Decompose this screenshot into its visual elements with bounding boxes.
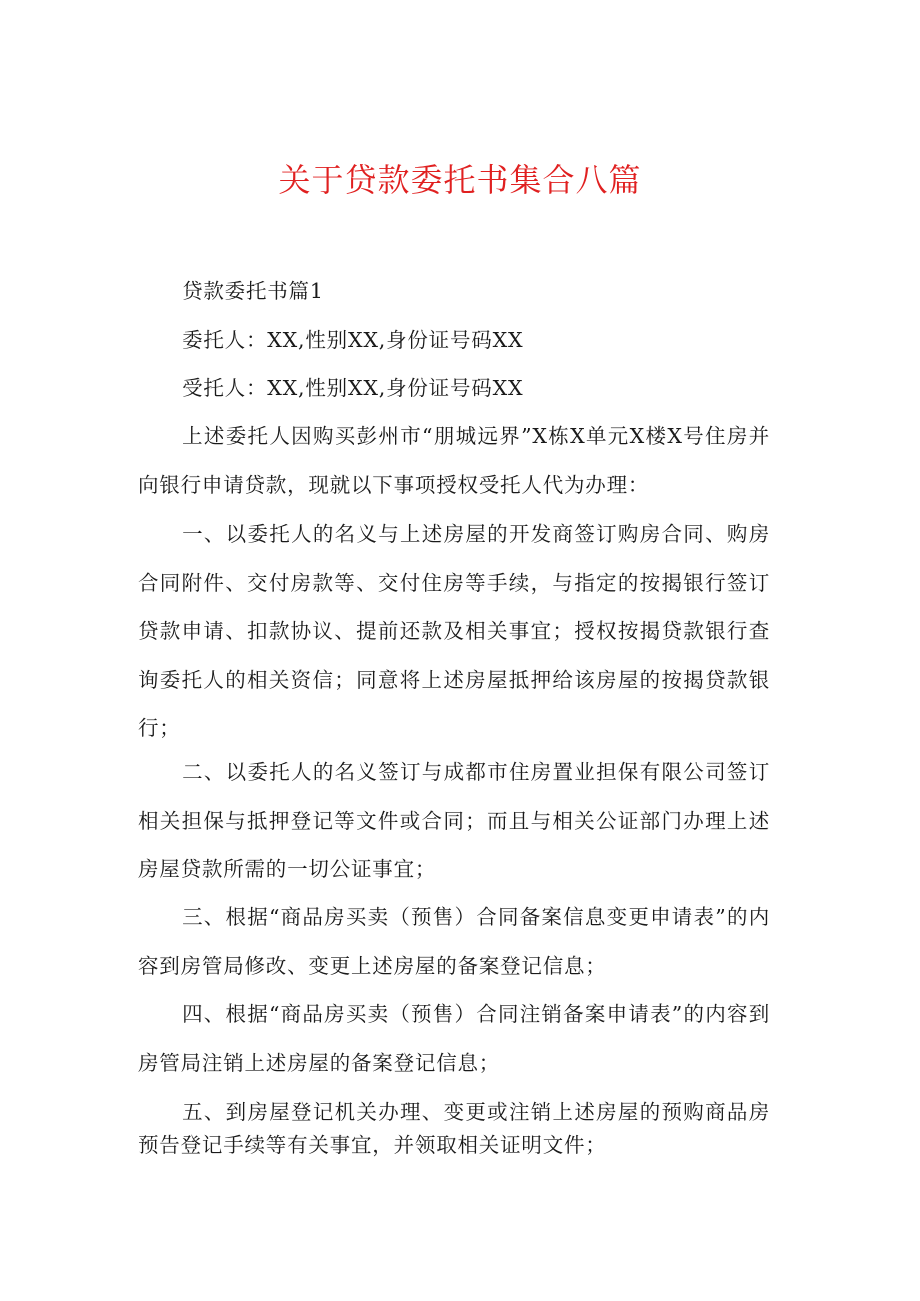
paragraph-item-3: 三、根据“商品房买卖（预售）合同备案信息变更申请表”的内容到房管局修改、变更上述房屋的备案登记信息； (138, 905, 770, 978)
paragraph-agent: 受托人：XX,性别XX,身份证号码XX (182, 376, 524, 400)
paragraph-item-1: 一、以委托人的名义与上述房屋的开发商签订购房合同、购房合同附件、交付房款等、交付住房等手续，与指定的按揭银行签订贷款申请、扣款协议、提前还款及相关事宜；授权按揭贷款银行查询委托人的相关资信；同意将上述房屋抵押给该房屋的按揭贷款银行； (138, 522, 770, 740)
paragraph-principal: 委托人：XX,性别XX,身份证号码XX (182, 328, 524, 352)
paragraph-intro: 上述委托人因购买彭州市“朋城远界”X栋X单元X楼X号住房并向银行申请贷款，现就以下事项授权受托人代为办理： (138, 424, 770, 497)
paragraph-item-5: 五、到房屋登记机关办理、变更或注销上述房屋的预购商品房预告登记手续等有关事宜，并领取相关证明文件； (138, 1100, 770, 1157)
document-title: 关于贷款委托书集合八篇 (278, 161, 642, 199)
paragraph-item-2: 二、以委托人的名义签订与成都市住房置业担保有限公司签订相关担保与抵押登记等文件或合同；而且与相关公证部门办理上述房屋贷款所需的一切公证事宜； (138, 760, 770, 881)
paragraph-item-4: 四、根据“商品房买卖（预售）合同注销备案申请表”的内容到房管局注销上述房屋的备案登记信息； (138, 1002, 770, 1075)
paragraph-heading: 贷款委托书篇1 (182, 279, 324, 303)
